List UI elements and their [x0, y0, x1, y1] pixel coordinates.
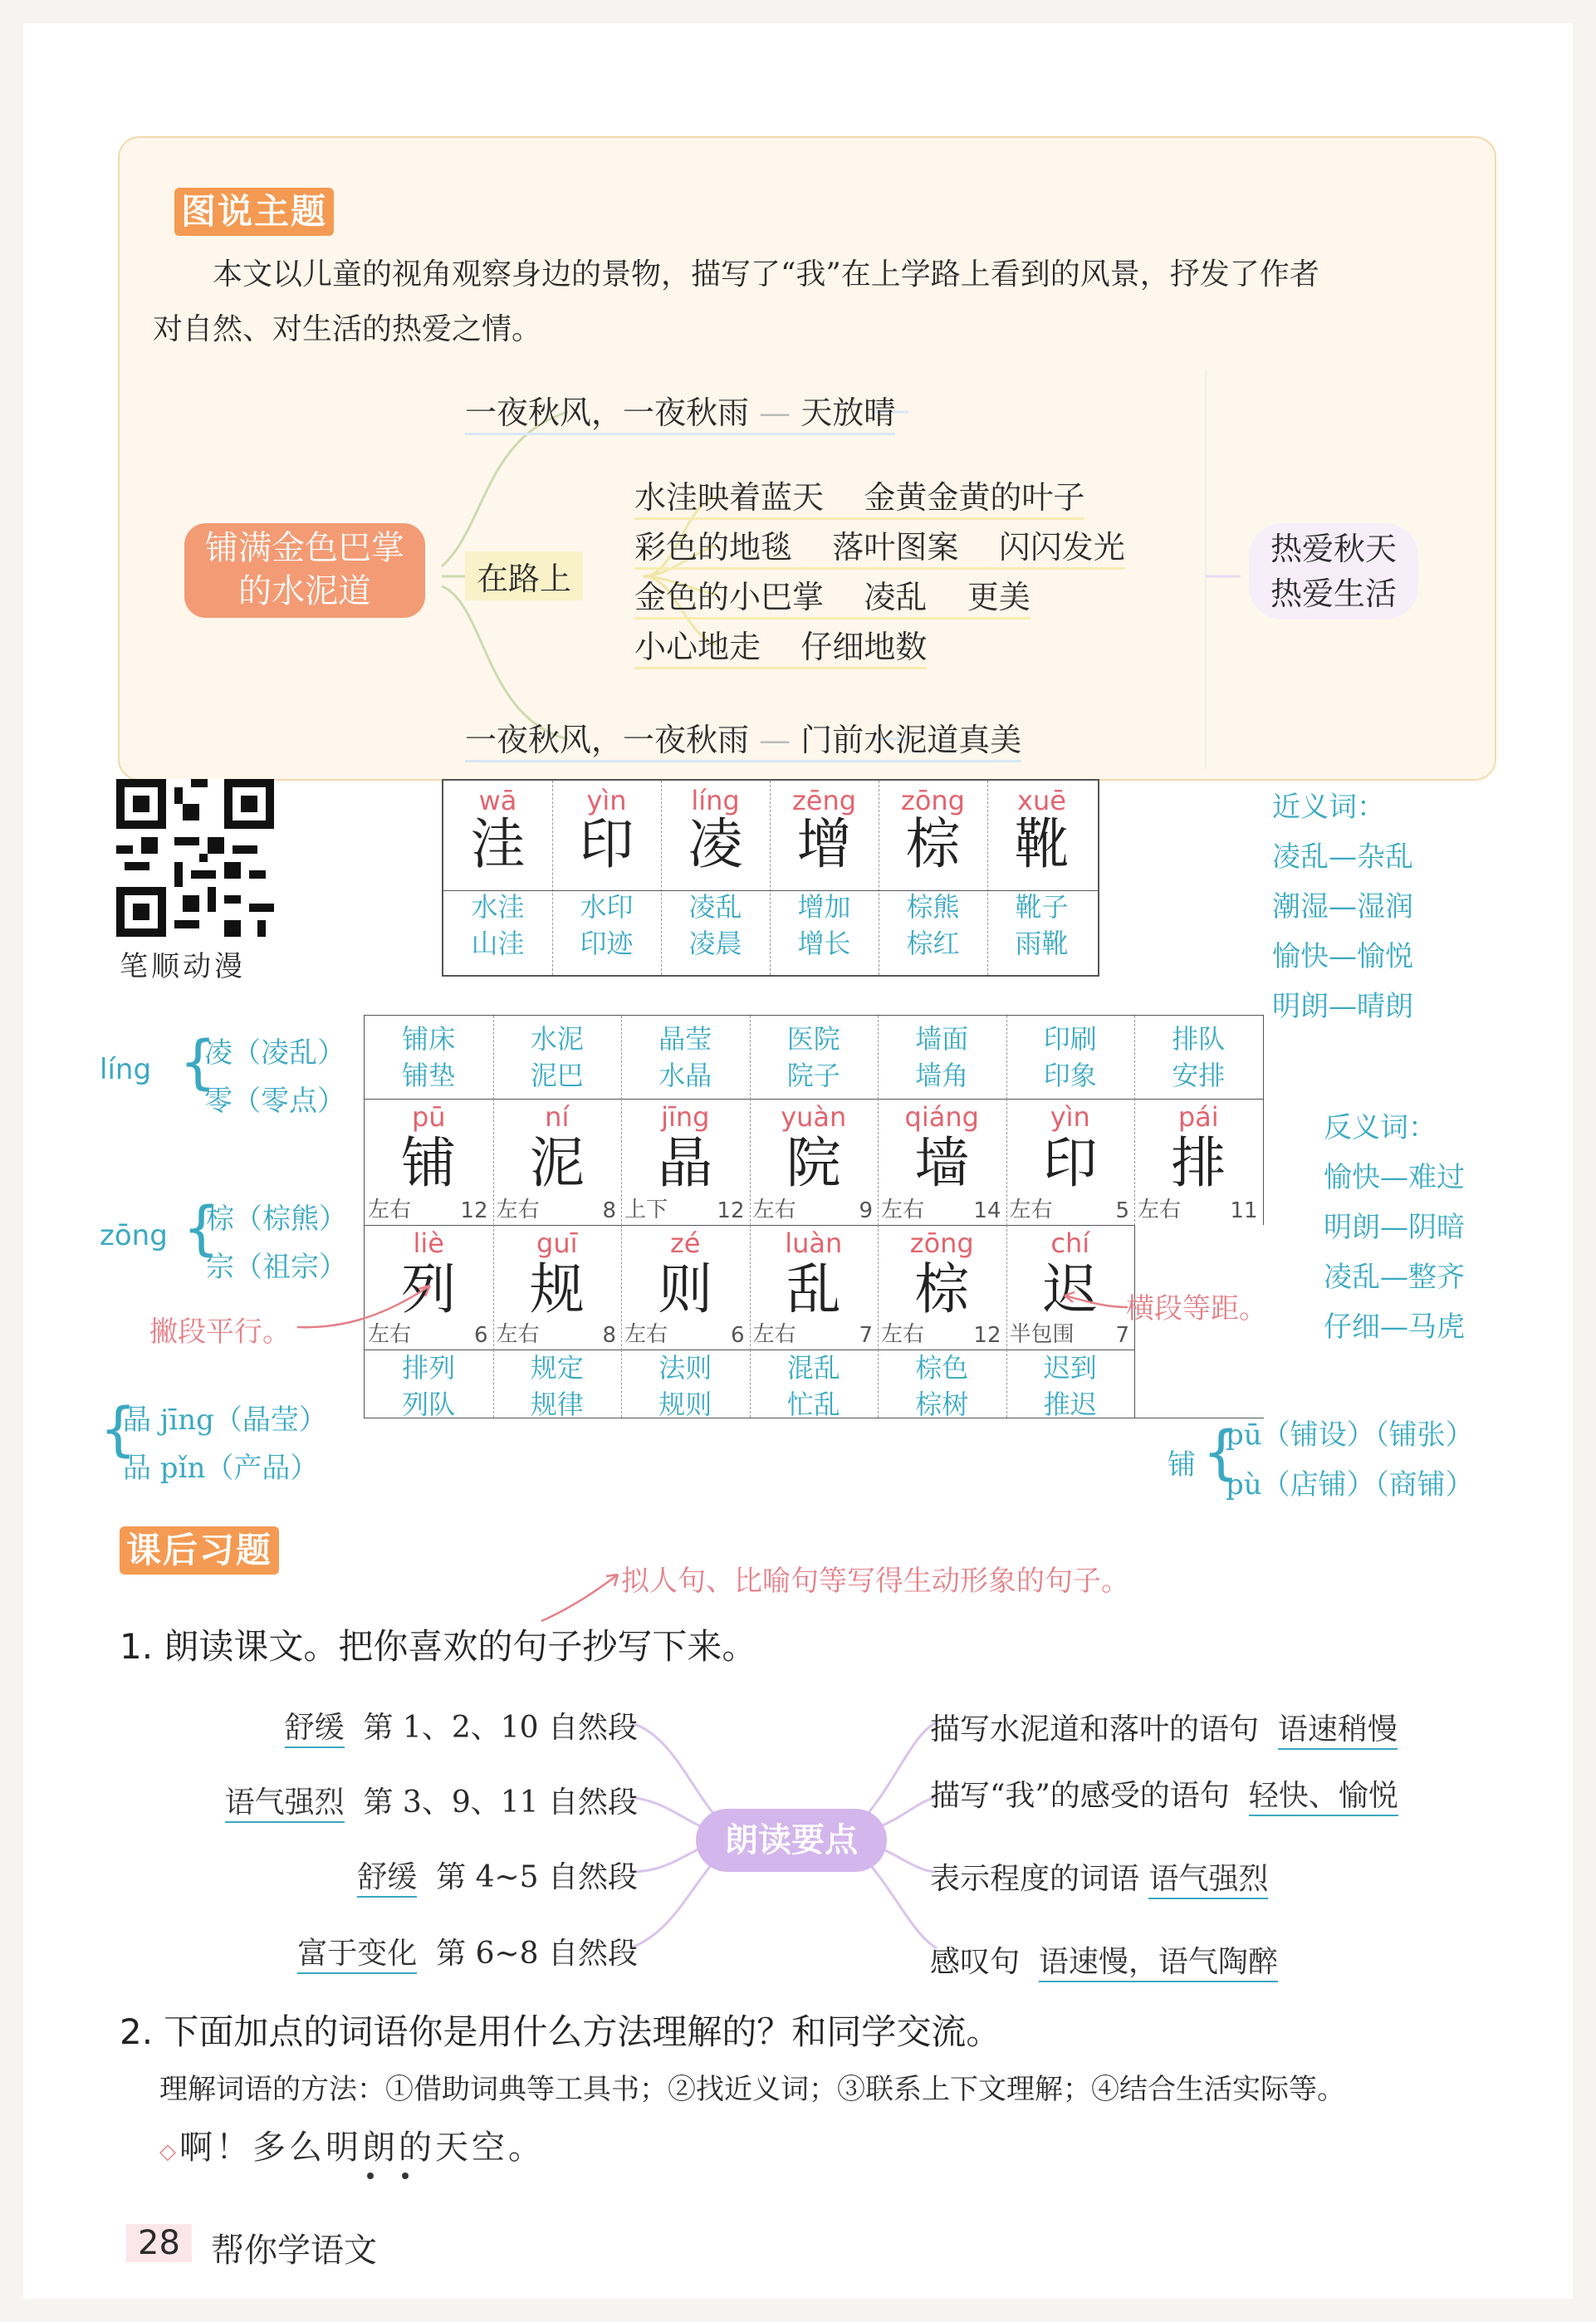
row1-word-2: 铺垫	[402, 1060, 456, 1091]
theme-right-box	[1249, 523, 1418, 620]
theme-top-row: 一夜秋风，一夜秋雨 — 天放晴	[465, 387, 895, 435]
top-char-pinyin: xuē	[1017, 785, 1066, 816]
synonym-3: 愉快—愉悦	[1272, 940, 1413, 973]
row2-char-pinyin: zōng	[909, 1227, 974, 1259]
row2-char: 列	[401, 1257, 457, 1321]
row2-char-pinyin: zé	[670, 1227, 701, 1259]
row2-char-pinyin: liè	[413, 1227, 444, 1259]
theme-mid-row-4	[634, 621, 927, 669]
row1-char-cell	[1006, 1099, 1136, 1226]
row2-char-structure: 半包围	[1009, 1322, 1075, 1347]
row2-word-1: 规定	[530, 1352, 584, 1384]
page-number: 28	[126, 2224, 192, 2262]
row1-char-pinyin: qiáng	[904, 1101, 979, 1133]
top-char: 印	[579, 812, 634, 876]
theme-mid-row-2-c: 闪闪发光	[998, 529, 1125, 566]
row1-word-cell	[493, 1016, 623, 1100]
row1-char-strokes: 5	[1115, 1198, 1129, 1223]
reading-left-3-text: 第 4~5 自然段	[436, 1860, 638, 1894]
row2-char-pinyin: chí	[1050, 1227, 1090, 1259]
row1-word-2: 泥巴	[530, 1060, 584, 1091]
top-char-word-2: 印迹	[580, 928, 634, 959]
row2-char-pinyin: guī	[536, 1227, 578, 1259]
row1-char-pinyin: pái	[1177, 1101, 1219, 1133]
row1-word-1: 医院	[786, 1023, 840, 1055]
row1-char: 印	[1042, 1131, 1098, 1195]
example-sentence	[159, 2121, 545, 2168]
row2-word-cell	[365, 1350, 494, 1418]
theme-mid-row-2-a: 彩色的地毯	[634, 529, 793, 566]
row1-char-pinyin: yìn	[1050, 1101, 1090, 1133]
row2-char: 规	[529, 1257, 585, 1321]
question-1: 1. 朗读课文。把你喜欢的句子抄写下来。	[120, 1626, 757, 1667]
antonym-4: 仔细—马虎	[1324, 1310, 1465, 1344]
pu-note-line2: pù（店铺）（商铺）	[1226, 1468, 1474, 1501]
reading-right-2-text: 描写“我”的感受的语句	[930, 1779, 1230, 1813]
row2-char-strokes: 12	[973, 1323, 1001, 1348]
theme-bottom-row: 一夜秋风，一夜秋雨 — 门前水泥道真美	[465, 714, 1021, 762]
row1-word-1: 铺床	[402, 1023, 456, 1055]
reading-left-3	[357, 1854, 638, 1896]
emphasis-dot-2	[402, 2173, 409, 2179]
antonyms-block	[1324, 1103, 1465, 1352]
antonym-2: 明朗—阴暗	[1324, 1211, 1465, 1244]
top-char-word-1: 增加	[797, 891, 851, 923]
reading-left-2-text: 第 3、9、11 自然段	[363, 1786, 638, 1820]
top-char-cell	[879, 781, 988, 975]
theme-mid-row-2	[634, 522, 1125, 570]
row2-word-2: 列队	[402, 1389, 456, 1420]
row2-word-1: 排列	[402, 1352, 456, 1384]
reading-left-2	[225, 1779, 638, 1821]
row2-char-structure: 左右	[752, 1322, 796, 1347]
row1-word-2: 印象	[1043, 1060, 1097, 1091]
row1-char: 铺	[401, 1131, 457, 1195]
theme-bottom-row-text: 一夜秋风，一夜秋雨	[465, 722, 750, 758]
top-char-cell	[443, 781, 553, 975]
row1-char-strokes: 9	[859, 1198, 873, 1223]
theme-intro-line2: 对自然、对生活的热爱之情。	[153, 312, 542, 346]
theme-mid-row-3	[634, 571, 1031, 620]
row1-word-cell	[1134, 1016, 1263, 1100]
row2-word-2: 规则	[658, 1389, 712, 1420]
row1-word-1: 排队	[1172, 1023, 1226, 1055]
reading-right-3-answer: 语气强烈	[1148, 1862, 1268, 1899]
exercise-note-arrow	[538, 1558, 638, 1624]
hint-chi: 横段等距。	[1126, 1292, 1267, 1325]
hint-lie-arrow	[289, 1269, 455, 1335]
theme-center-pill	[184, 523, 425, 618]
row2-char-cell	[621, 1225, 751, 1350]
row1-word-cell	[1006, 1016, 1136, 1100]
diamond-icon: ◇	[159, 2139, 179, 2164]
row1-word-cell	[621, 1016, 751, 1100]
reading-right-2	[930, 1772, 1398, 1815]
row2-char-cell	[493, 1225, 623, 1350]
theme-mid-label: 在路上	[465, 551, 583, 600]
main-char-table	[364, 1015, 1264, 1418]
row2-word-cell	[493, 1350, 623, 1418]
theme-top-row-end: 天放晴	[800, 394, 896, 431]
page: 图说主题 本文以儿童的视角观察身边的景物，描写了“我”在上学路上看到的风景，抒发了作者 对自然、对生活的热爱之情。 铺满金色巴掌 的水泥道 一夜秋风，一夜秋雨 — 天放晴 在路上 水洼映着蓝天 金黄金黄的叶子 彩色的地毯 落叶图案 闪闪发光 金色的小巴掌 凌乱 更美 小心地走 仔细地数 一夜秋风，一夜秋雨 — 门前水泥道真美 热爱秋天 热爱生活 笔顺动漫 wā 洼 水洼 山洼 yìn 印 水印 印迹 líng 凌 凌乱 凌晨 zēng 增 增加 增长 zōng 棕 棕熊 棕红 xuē 靴 靴子 雨靴 近义词： 凌乱—杂乱 潮湿—湿润 愉快—愉悦 明朗—晴朗 líng { 凌（凌乱） 零（零点） 铺床 铺垫 水泥 泥巴 晶莹 水晶 医院 院子 墙面 墙角 印刷 印象 排队 安排 pū 铺 左右 12 ní 泥 左右 8 jīng 晶 上下 12 yuàn 院 左右 9 qiáng 墙 左右 14 yìn 印 左右 5 pái 排 左右 11 liè 列 左右 6 guī 规 左右 8 zé 则 左右 6 luàn 乱 左右 7 zōng 棕 左右 12 chí 迟 半包围 7 排列 列队 规定 规律 法则 规则 混乱 忙乱 棕色 棕树 迟到 推迟 zōng { 棕（棕熊） 宗（祖宗） 反义词： 愉快—难过 明朗—阴暗 凌乱—整齐 仔细—马虎 撇段平行。 横段等距。 { 晶 jīng（晶莹） 品 pǐn（产品） 铺 { pū（铺设）（铺张） pù（店铺）（商铺） 课后习题 拟人句、比喻句等写得生动形象的句子。 1. 朗读课文。把你喜欢的句子抄写下来。 朗读要点 舒缓 第 1、2、10 自然段 语气强烈 第 3、9、11 自然段 舒缓 第 4~5 自然段 富于变化 第 6~8 自然段 描写水泥道和落叶的语句 语速稍慢 描写“我”的感受的语句 轻快、愉悦 表示程度的词语 语气强烈 感叹句 语速慢，语气陶醉 2. 下面加点的词语你是用什么方法理解的？和同学交流。 理解词语的方法：①借助词典等工具书；②找近义词；③联系上下文理解；④结合生活实际等。 ◇啊！多么明朗的天空。 28 帮你学语文	[23, 23, 1573, 2299]
emphasis-dot-1	[367, 2173, 374, 2179]
top-char-word-1: 靴子	[1015, 891, 1069, 923]
row2-word-cell	[750, 1350, 879, 1418]
row1-char-structure: 左右	[368, 1198, 412, 1222]
theme-mid-row-2-b: 落叶图案	[832, 529, 959, 566]
row1-char-cell	[878, 1099, 1007, 1226]
top-char-table	[442, 779, 1099, 977]
synonym-2: 潮湿—湿润	[1272, 890, 1413, 923]
reading-left-4-text: 第 6~8 自然段	[436, 1937, 638, 1971]
row1-word-2: 安排	[1172, 1060, 1226, 1091]
theme-intro-line1: 本文以儿童的视角观察身边的景物，描写了“我”在上学路上看到的风景，抒发了作者	[213, 257, 1319, 291]
exercise-note: 拟人句、比喻句等写得生动形象的句子。	[621, 1565, 1129, 1598]
row1-word-cell	[365, 1016, 494, 1100]
row1-char: 排	[1171, 1131, 1226, 1195]
row2-char-strokes: 7	[859, 1323, 873, 1348]
top-char: 靴	[1014, 812, 1070, 876]
top-char-cell	[987, 781, 1096, 975]
row1-char-cell	[1134, 1099, 1263, 1226]
reading-left-4	[297, 1930, 638, 1972]
reading-right-1-text: 描写水泥道和落叶的语句	[930, 1712, 1260, 1746]
top-char-pinyin: yìn	[586, 785, 627, 816]
qr-code[interactable]	[116, 779, 274, 937]
theme-center-line1: 铺满金色巴掌	[205, 529, 404, 567]
row1-char-pinyin: yuàn	[781, 1101, 847, 1133]
row1-char-pinyin: jīng	[661, 1101, 710, 1133]
row2-char: 则	[658, 1257, 713, 1321]
theme-mindmap-lines	[120, 138, 1495, 779]
top-char-cell	[770, 781, 879, 975]
row1-char-cell	[365, 1099, 494, 1226]
row1-char-pinyin: pū	[411, 1101, 446, 1133]
row1-char: 泥	[529, 1131, 585, 1195]
row2-char: 迟	[1042, 1257, 1098, 1321]
reading-center: 朗读要点	[696, 1809, 887, 1872]
row1-char-strokes: 14	[973, 1198, 1001, 1223]
row1-char-cell	[493, 1099, 623, 1226]
row1-char-structure: 左右	[1009, 1198, 1053, 1222]
top-char: 棕	[905, 812, 961, 876]
row1-char-strokes: 12	[460, 1198, 488, 1223]
hint-chi-arrow	[1056, 1277, 1131, 1327]
antonyms-title: 反义词：	[1324, 1111, 1437, 1144]
theme-right-2: 热爱生活	[1270, 576, 1398, 612]
theme-mid-row-3-a: 金色的小巴掌	[634, 579, 825, 615]
reading-right-3-text: 表示程度的词语	[930, 1862, 1140, 1896]
zong-note-line1: 棕（棕熊）	[206, 1203, 347, 1236]
row1-char-structure: 左右	[752, 1198, 796, 1222]
row2-char-structure: 左右	[881, 1322, 925, 1347]
row2-char-strokes: 8	[602, 1323, 616, 1348]
row2-char-structure: 左右	[496, 1322, 540, 1347]
antonym-1: 愉快—难过	[1324, 1161, 1465, 1194]
row1-char-cell	[750, 1099, 879, 1226]
top-char-word-1: 棕熊	[906, 891, 960, 923]
top-char: 凌	[688, 812, 743, 876]
row1-char-structure: 左右	[496, 1198, 540, 1222]
reading-left-1-answer: 舒缓	[285, 1711, 345, 1748]
pu-note-char: 铺	[1168, 1448, 1196, 1482]
theme-mid-row-1	[634, 472, 1084, 520]
row2-char-structure: 左右	[368, 1322, 412, 1347]
top-table-divider	[443, 890, 1098, 891]
theme-center-line2: 的水泥道	[238, 572, 371, 610]
top-char-word-1: 水洼	[471, 891, 525, 923]
theme-mid-row-1-a: 水洼映着蓝天	[634, 479, 825, 516]
row1-char-cell	[621, 1099, 751, 1226]
row2-word-cell	[1006, 1350, 1135, 1418]
row1-char: 院	[786, 1131, 841, 1195]
row2-char-strokes: 7	[1115, 1323, 1129, 1348]
top-char-pinyin: líng	[691, 785, 740, 816]
row1-word-1: 水泥	[530, 1023, 584, 1055]
row1-char: 晶	[658, 1131, 713, 1195]
top-char-cell	[661, 781, 771, 975]
jing-note-line2: 品 pǐn（产品）	[123, 1452, 319, 1485]
top-char-pinyin: wā	[478, 785, 517, 816]
reading-right-1-answer: 语速稍慢	[1278, 1712, 1398, 1750]
question-2: 2. 下面加点的词语你是用什么方法理解的？和同学交流。	[120, 2011, 1001, 2052]
exercise-tag: 课后习题	[120, 1526, 279, 1575]
row2-word-2: 推迟	[1043, 1389, 1097, 1420]
row2-char: 乱	[786, 1257, 841, 1321]
top-char-pinyin: zēng	[791, 785, 857, 816]
method-text: 理解词语的方法：①借助词典等工具书；②找近义词；③联系上下文理解；④结合生活实际等。	[159, 2073, 1345, 2106]
ling-note-line1: 凌（凌乱）	[204, 1036, 345, 1070]
reading-left-1-text: 第 1、2、10 自然段	[363, 1711, 638, 1745]
row2-word-cell	[621, 1350, 751, 1418]
reading-right-4-answer: 语速慢，语气陶醉	[1039, 1945, 1278, 1982]
row1-char: 墙	[914, 1131, 970, 1195]
row2-char-structure: 左右	[624, 1322, 668, 1347]
pu-note-line1: pū（铺设）（铺张）	[1226, 1418, 1474, 1452]
synonym-1: 凌乱—杂乱	[1272, 840, 1413, 874]
row2-word-2: 棕树	[915, 1389, 969, 1420]
row1-char-pinyin: ní	[545, 1101, 570, 1133]
top-char-cell	[552, 781, 662, 975]
row1-char-structure: 左右	[1138, 1198, 1182, 1222]
reading-left-2-answer: 语气强烈	[225, 1786, 345, 1823]
theme-bottom-row-end: 门前水泥道真美	[800, 722, 1022, 758]
row1-char-strokes: 11	[1230, 1198, 1258, 1223]
synonyms-block	[1272, 782, 1413, 1031]
footer-title: 帮你学语文	[211, 2231, 377, 2270]
row1-word-2: 墙角	[915, 1060, 969, 1091]
row1-char-strokes: 8	[602, 1198, 616, 1223]
jing-note-line1: 晶 jīng（晶莹）	[123, 1403, 327, 1437]
qr-label: 笔顺动漫	[120, 950, 246, 983]
zong-note-pinyin: zōng	[100, 1219, 168, 1252]
theme-top-row-text: 一夜秋风，一夜秋雨	[465, 394, 750, 431]
row1-word-1: 晶莹	[658, 1023, 712, 1055]
row1-word-1: 印刷	[1043, 1023, 1097, 1055]
synonyms-title: 近义词：	[1272, 791, 1385, 824]
top-char-pinyin: zōng	[901, 785, 965, 816]
ling-note-pinyin: líng	[100, 1053, 152, 1086]
top-char: 洼	[470, 812, 526, 876]
row2-char: 棕	[914, 1257, 970, 1321]
reading-right-1	[930, 1706, 1398, 1748]
theme-mid-row-1-b: 金黄金黄的叶子	[864, 479, 1085, 516]
row2-word-1: 迟到	[1043, 1352, 1097, 1384]
row2-word-1: 法则	[658, 1352, 712, 1384]
hint-lie: 撇段平行。	[149, 1315, 291, 1349]
theme-mid-row-4-a: 小心地走	[634, 629, 761, 665]
reading-right-3	[930, 1855, 1268, 1898]
theme-right-1: 热爱秋天	[1270, 531, 1398, 567]
synonym-4: 明朗—晴朗	[1272, 990, 1413, 1023]
row1-word-1: 墙面	[915, 1023, 969, 1055]
qr-code-image	[116, 779, 274, 937]
row2-word-2: 规律	[530, 1389, 584, 1420]
row1-word-2: 水晶	[658, 1060, 712, 1091]
top-char-word-2: 雨靴	[1015, 928, 1069, 959]
ling-note-line2: 零（零点）	[204, 1085, 345, 1118]
example-sentence-text: 啊！多么明朗的天空。	[179, 2128, 545, 2167]
row2-word-2: 忙乱	[786, 1389, 840, 1420]
top-char-word-2: 山洼	[471, 928, 525, 959]
top-char: 增	[796, 812, 852, 876]
theme-tag: 图说主题	[174, 188, 334, 236]
top-char-word-1: 凌乱	[688, 891, 742, 923]
reading-left-3-answer: 舒缓	[357, 1860, 417, 1898]
row2-word-cell	[878, 1350, 1007, 1418]
row2-char-strokes: 6	[473, 1323, 488, 1348]
theme-box	[118, 136, 1496, 781]
top-char-word-1: 水印	[580, 891, 634, 923]
antonym-3: 凌乱—整齐	[1324, 1261, 1465, 1294]
row1-char-strokes: 12	[717, 1198, 745, 1223]
reading-right-4	[930, 1938, 1278, 1981]
row1-word-cell	[750, 1016, 879, 1100]
row2-char-strokes: 6	[730, 1323, 745, 1348]
row1-char-structure: 左右	[881, 1198, 925, 1222]
top-char-word-2: 棕红	[906, 928, 960, 959]
top-char-word-2: 增长	[797, 928, 851, 959]
row1-word-2: 院子	[786, 1060, 840, 1091]
row2-char-cell	[878, 1225, 1007, 1350]
theme-mid-row-3-c: 更美	[967, 579, 1031, 615]
row2-word-1: 混乱	[786, 1352, 840, 1384]
row1-word-cell	[878, 1016, 1007, 1100]
row1-char-structure: 上下	[624, 1198, 668, 1222]
reading-right-4-text: 感叹句	[930, 1945, 1021, 1979]
row2-word-1: 棕色	[915, 1352, 969, 1384]
reading-left-4-answer: 富于变化	[297, 1937, 417, 1974]
theme-mid-row-3-b: 凌乱	[864, 579, 928, 615]
theme-mid-row-4-b: 仔细地数	[800, 629, 928, 665]
zong-note-line2: 宗（祖宗）	[206, 1251, 347, 1284]
row2-char-cell	[750, 1225, 879, 1350]
row2-char-pinyin: luàn	[785, 1227, 843, 1259]
top-char-word-2: 凌晨	[688, 928, 742, 959]
reading-left-1	[285, 1704, 638, 1746]
reading-right-2-answer: 轻快、愉悦	[1249, 1779, 1398, 1816]
